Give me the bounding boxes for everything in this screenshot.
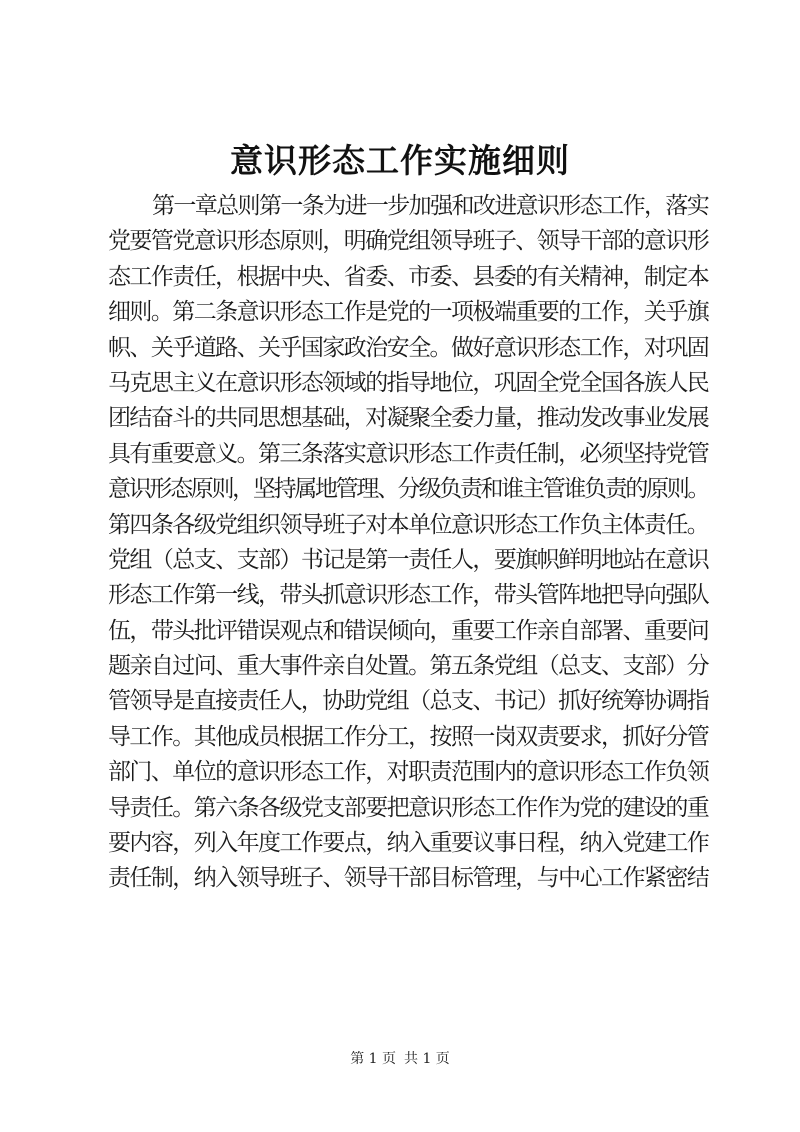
body-line: 细则。第二条意识形态工作是党的一项极端重要的工作，关乎旗 [108,299,708,326]
page-number: 第 1 页 [350,1051,396,1067]
body-line: 意识形态原则，坚持属地管理、分级负责和谁主管谁负责的原则。 [108,476,708,503]
body-line: 形态工作第一线，带头抓意识形态工作，带头管阵地把导向强队 [108,582,708,609]
body-line: 要内容，列入年度工作要点，纳入重要议事日程，纳入党建工作 [108,830,708,857]
body-line: 第一章总则第一条为进一步加强和改进意识形态工作，落实 [152,193,708,219]
page-total: 共 1 页 [404,1051,450,1067]
body-line: 马克思主义在意识形态领域的指导地位，巩固全党全国各族人民 [108,369,708,396]
body-line: 具有重要意义。第三条落实意识形态工作责任制，必须坚持党管 [108,440,708,467]
body-line: 帜、关乎道路、关乎国家政治安全。做好意识形态工作，对巩固 [108,334,708,361]
body-line: 团结奋斗的共同思想基础，对凝聚全委力量，推动发改事业发展 [108,405,708,432]
body-line: 题亲自过问、重大事件亲自处置。第五条党组（总支、支部）分 [108,653,708,680]
body-line: 党要管党意识形态原则，明确党组领导班子、领导干部的意识形 [108,228,708,255]
body-line: 伍，带头批评错误观点和错误倾向，重要工作亲自部署、重要问 [108,617,708,644]
body-line: 管领导是直接责任人，协助党组（总支、书记）抓好统筹协调指 [108,688,708,715]
body-line: 党组（总支、支部）书记是第一责任人，要旗帜鲜明地站在意识 [108,546,708,573]
body-line: 部门、单位的意识形态工作，对职责范围内的意识形态工作负领 [108,759,708,786]
page-footer [0,1049,800,1069]
body-line: 第四条各级党组织领导班子对本单位意识形态工作负主体责任。 [108,511,708,538]
document-title: 意识形态工作实施细则 [230,141,570,180]
body-line: 责任制，纳入领导班子、领导干部目标管理，与中心工作紧密结 [108,865,708,892]
body-line: 导工作。其他成员根据工作分工，按照一岗双责要求，抓好分管 [108,723,708,750]
body-line: 态工作责任，根据中央、省委、市委、县委的有关精神，制定本 [108,263,708,290]
document-body [108,189,708,897]
body-line: 导责任。第六条各级党支部要把意识形态工作作为党的建设的重 [108,794,708,821]
